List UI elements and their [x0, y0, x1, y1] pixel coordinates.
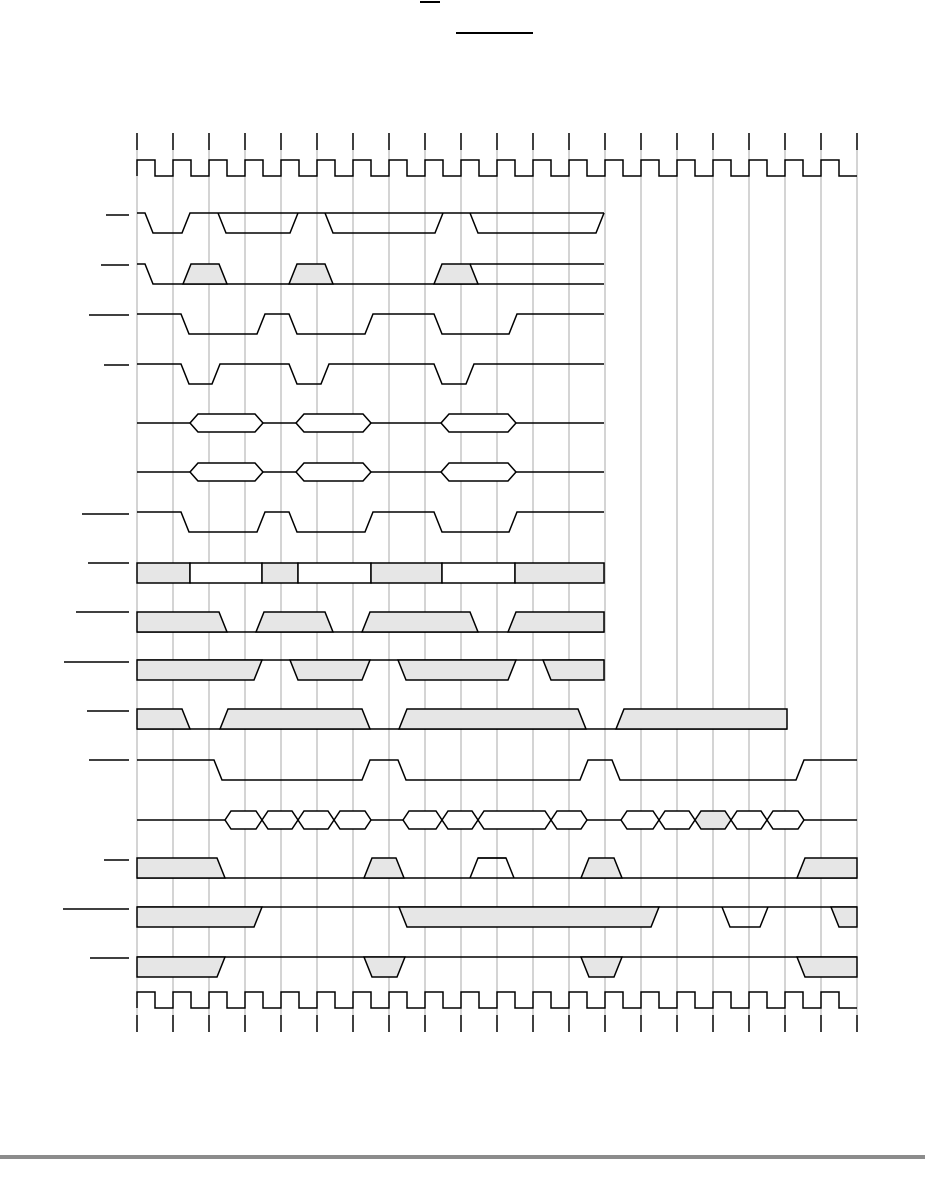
clock-wave: [137, 992, 857, 1008]
data-beat: [334, 811, 371, 829]
signal-labels: [63, 215, 129, 958]
wave-shaded-region: [137, 612, 227, 632]
footer-rule: [0, 1155, 925, 1159]
wave-shaded-region: [797, 957, 857, 977]
wave-shaded-region: [137, 660, 262, 680]
data-beat: [298, 811, 334, 829]
data-beat: [695, 811, 731, 829]
bus-window: [296, 463, 371, 481]
wave-shaded-region: [797, 858, 857, 878]
bus-window: [441, 463, 516, 481]
wave-shaded-region: [398, 660, 516, 680]
wave-shaded-region: [220, 709, 370, 729]
bus-segment: [190, 563, 262, 583]
wave-row-1-pulse: [470, 213, 604, 233]
wave-shaded-region: [362, 612, 478, 632]
data-beat: [621, 811, 659, 829]
data-beat: [478, 811, 551, 829]
wave-shaded-region: [831, 907, 857, 927]
bus-window: [296, 414, 371, 432]
wave-shaded-region: [581, 858, 622, 878]
wave-row-4: [137, 364, 604, 384]
header-marks: [420, 2, 533, 33]
data-beat: [403, 811, 442, 829]
bus-window: [190, 414, 263, 432]
wave-bump: [434, 264, 478, 284]
wave-shaded-region: [290, 660, 370, 680]
bus-window: [190, 463, 263, 481]
bus-segment: [371, 563, 442, 583]
bus-segment: [515, 563, 604, 583]
clock-wave: [137, 160, 857, 176]
wave-shaded-region: [137, 907, 262, 927]
wave-shaded-region: [364, 858, 404, 878]
data-beat: [442, 811, 478, 829]
data-beat: [225, 811, 262, 829]
data-beat: [731, 811, 767, 829]
wave-shaded-region: [543, 660, 604, 680]
bus-segment: [137, 563, 190, 583]
wave-row-3: [137, 314, 604, 334]
wave-row-1: [137, 213, 604, 233]
wave-row-1-pulse: [218, 213, 298, 233]
data-beat: [262, 811, 298, 829]
data-beat: [659, 811, 695, 829]
bus-window: [441, 414, 516, 432]
data-beat: [551, 811, 587, 829]
data-beat: [767, 811, 804, 829]
wave-row-7: [137, 512, 604, 532]
wave-row-15-pulse: [722, 907, 768, 927]
wave-shaded-region: [137, 957, 225, 977]
wave-bump: [289, 264, 333, 284]
wave-shaded-region: [508, 612, 604, 632]
wave-shaded-region: [256, 612, 333, 632]
wave-shaded-region: [364, 957, 405, 977]
wave-shaded-region: [399, 907, 659, 927]
bus-segment: [442, 563, 515, 583]
bus-segment: [298, 563, 371, 583]
wave-shaded-region: [399, 709, 586, 729]
wave-shaded-region: [137, 858, 225, 878]
wave-shaded-region: [616, 709, 787, 729]
bus-segment: [262, 563, 298, 583]
wave-shaded-region: [137, 709, 190, 729]
wave-row-14-pulse: [470, 858, 514, 878]
wave-bump: [183, 264, 227, 284]
wave-shaded-region: [581, 957, 622, 977]
